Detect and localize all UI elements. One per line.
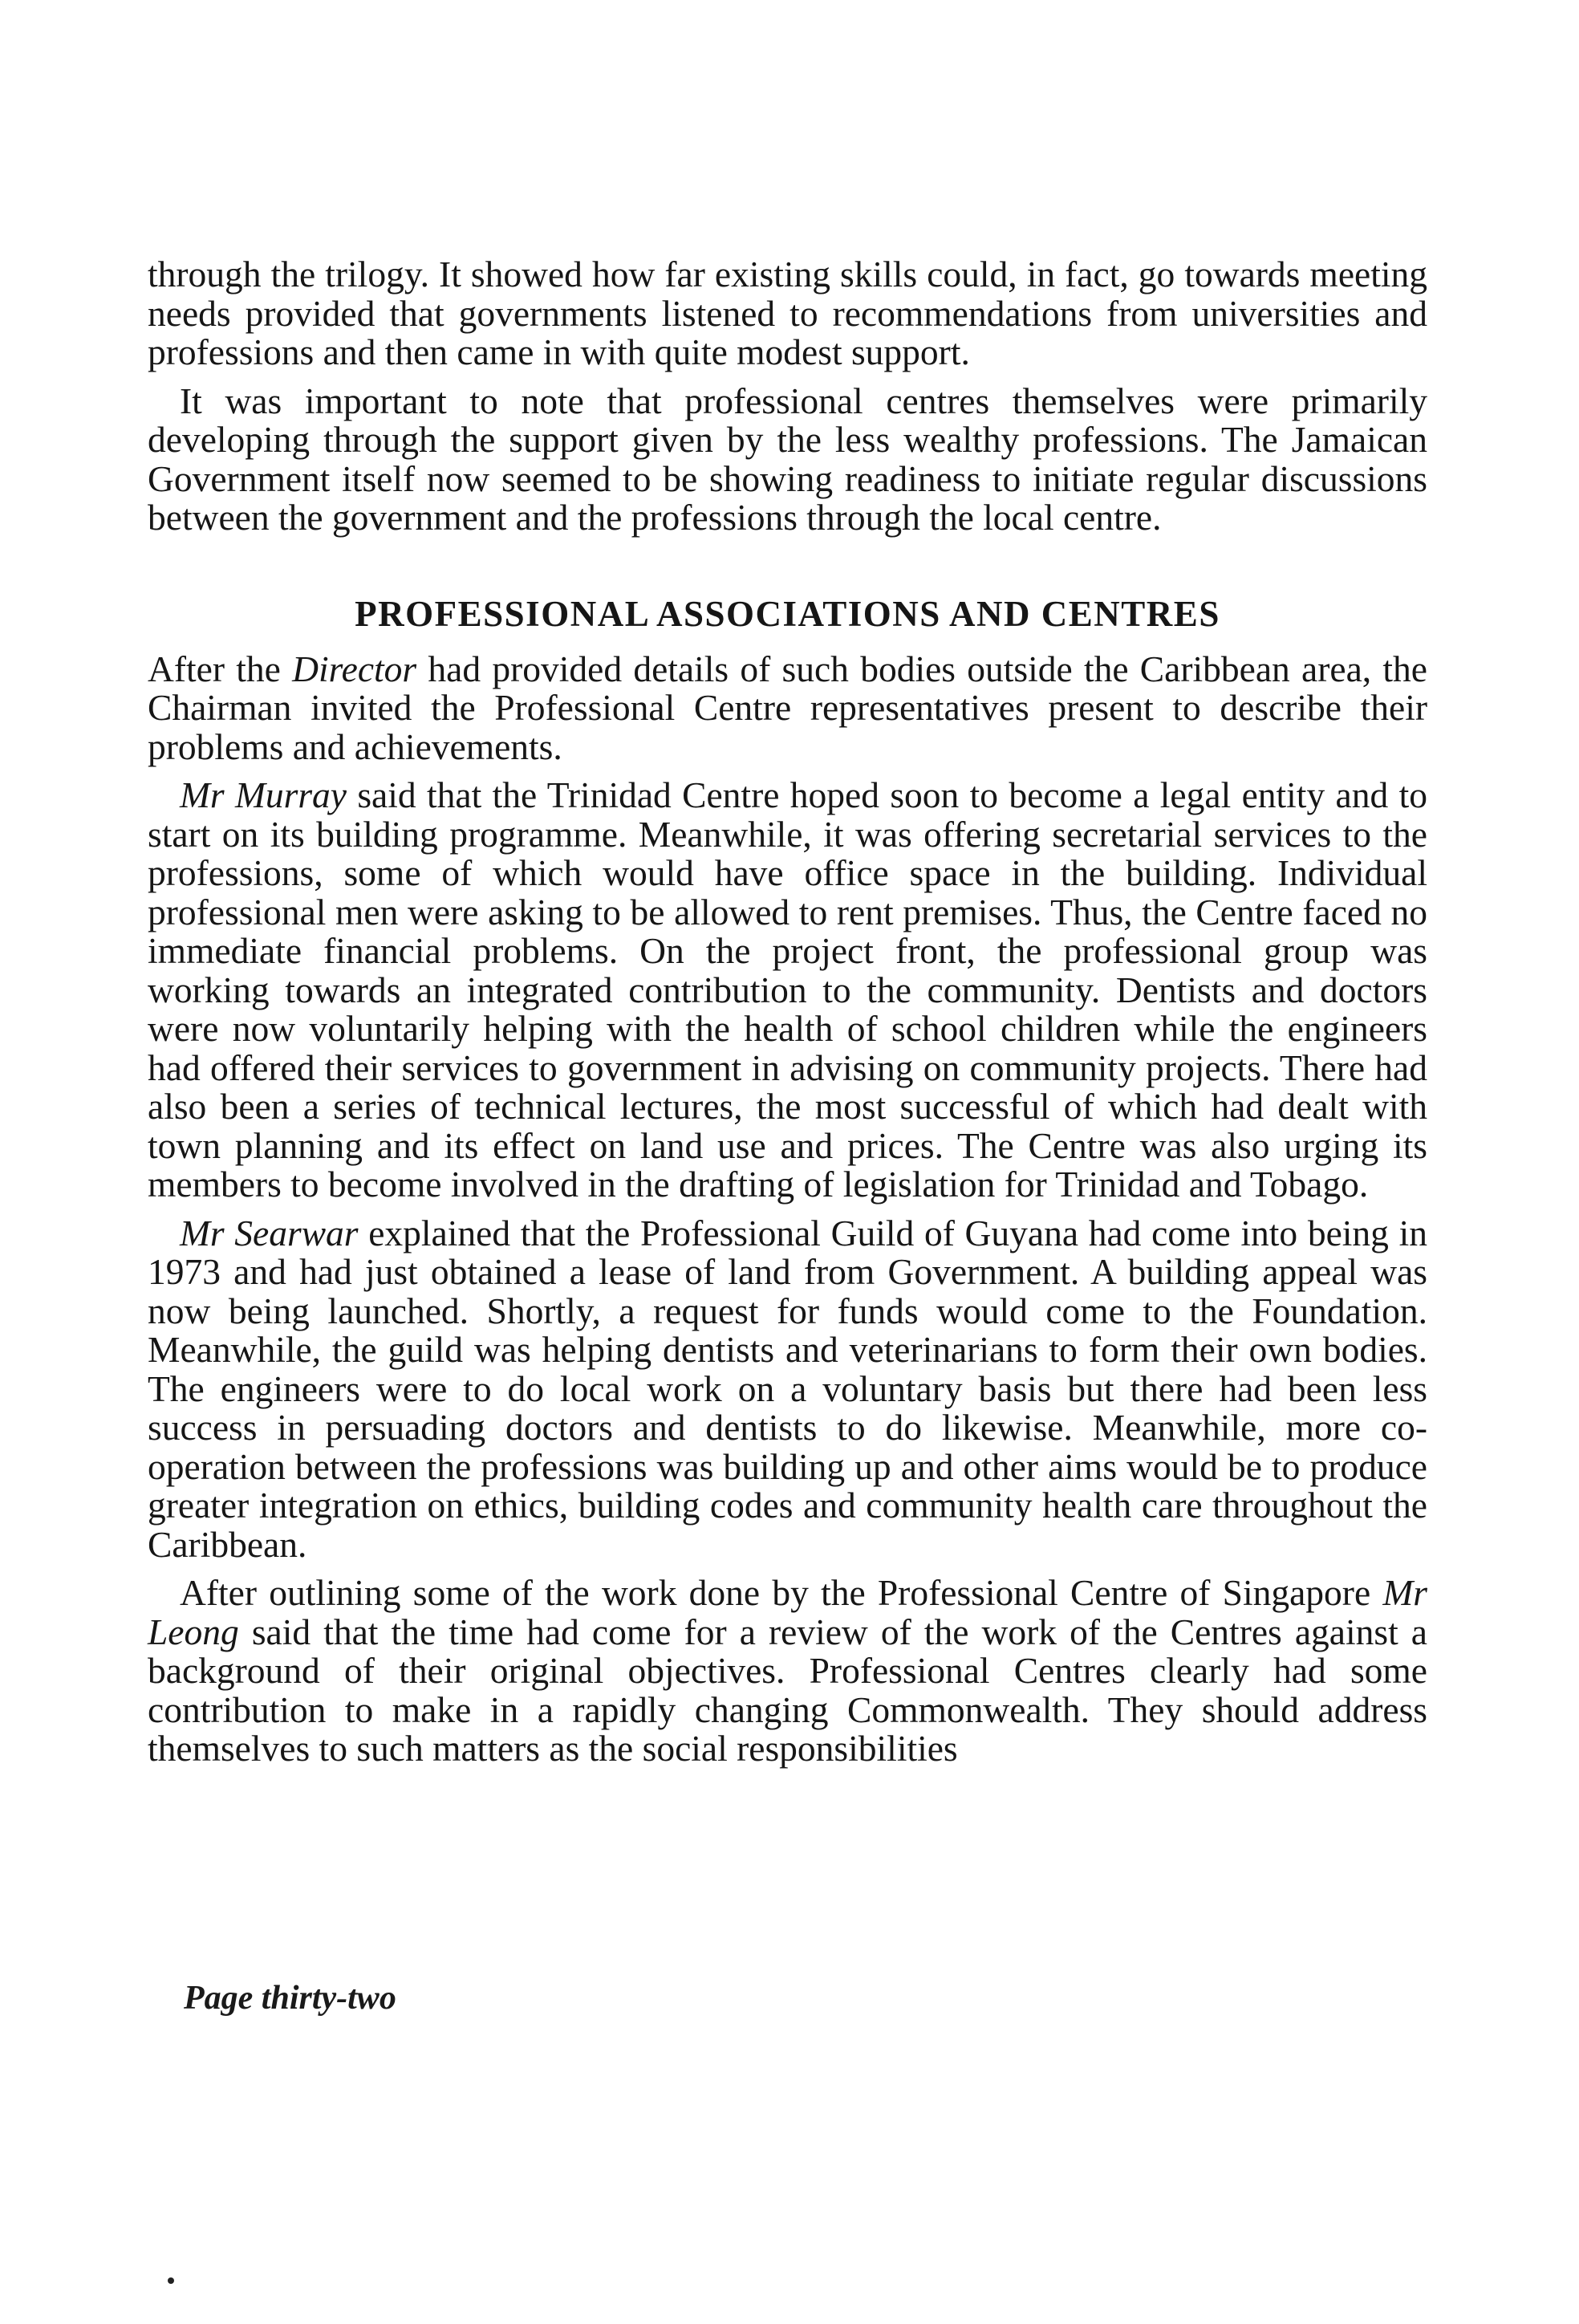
paragraph-lead: After outlining some of the work done by the Professional Centre of Singapore xyxy=(180,1572,1383,1613)
paragraph-text: had provided details of such bodies outside the Caribbean area, the Chairman invited the Professional Centre representatives present to describe their problems and achievements. xyxy=(148,648,1427,767)
paragraph-text: explained that the Professional Guild of Guyana had come into being in 1973 and had just obtained a lease of land from Government. A building appeal was now being launched. Shortly, a request for funds would come to the Foundation. Meanwhile, the guild was helping dentists and veterinarians to form their own bodies. The engineers were to do local work on a voluntary basis but there had been less success in persuading doctors and dentists to do likewise. Meanwhile, more co-operation between the professions was building up and other aims would be to produce greater integration on ethics, building codes and community health care throughout the Caribbean. xyxy=(148,1212,1427,1565)
speaker-name: Mr Leong xyxy=(148,1572,1427,1652)
body-paragraph: It was important to note that professional centres themselves were primarily developing through the support given by the less wealthy professions. The Jamaican Government itself now seemed to be showing readiness to initiate regular discussions between the government and the professions through the local centre. xyxy=(148,380,1427,538)
body-paragraph xyxy=(148,1574,1427,1769)
paragraph-lead: After the xyxy=(148,648,293,689)
paragraph-text: said that the time had come for a review of the work of the Centres against a background of their original objectives. Professional Centres clearly had some contribution to make in a rapidly changing Commonwealth. They should address themselves to such matters as the social responsibilities xyxy=(148,1611,1427,1769)
body-paragraph xyxy=(148,650,1427,767)
body-paragraph: through the trilogy. It showed how far existing skills could, in fact, go towards meeting needs provided that governments listened to recommendations from universities and professions and then came in with quite modest support. xyxy=(148,254,1427,372)
document-page xyxy=(148,255,1427,1769)
body-paragraph xyxy=(148,1214,1427,1565)
speaker-name: Director xyxy=(292,648,417,689)
paragraph-text: said that the Trinidad Centre hoped soon to become a legal entity and to start on its building programme. Meanwhile, it was offering secretarial services to the professions, some of which would have office space in the building. Individual professional men were asking to be allowed to rent premises. Thus, the Centre faced no immediate financial problems. On the project front, the professional group was working towards an integrated contribution to the community. Dentists and doctors were now voluntarily helping with the health of school children while the engineers had offered their services to government in advising on community projects. There had also been a series of technical lectures, the most successful of which had dealt with town planning and its effect on land use and prices. The Centre was also urging its members to become involved in the drafting of legislation for Trinidad and Tobago. xyxy=(148,774,1427,1205)
speaker-name: Mr Murray xyxy=(180,774,347,815)
page-number: Page thirty-two xyxy=(184,1980,396,2017)
body-paragraph xyxy=(148,776,1427,1205)
scan-speck xyxy=(168,2277,174,2284)
speaker-name: Mr Searwar xyxy=(180,1212,359,1253)
section-heading: PROFESSIONAL ASSOCIATIONS AND CENTRES xyxy=(355,593,1220,634)
